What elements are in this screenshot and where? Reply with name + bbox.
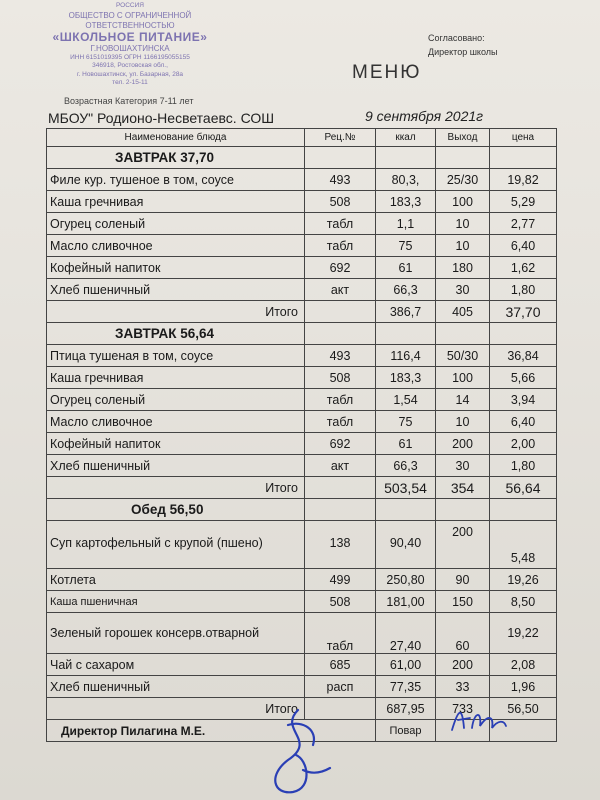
dish-name: Масло сливочное xyxy=(47,235,305,257)
table-row xyxy=(47,213,557,235)
header-price: цена xyxy=(490,129,557,147)
menu-date: 9 сентября 2021г xyxy=(365,108,484,124)
table-row xyxy=(47,367,557,389)
dish-kcal: 61 xyxy=(376,433,436,455)
dish-kcal: 77,35 xyxy=(376,676,436,698)
dish-output: 60 xyxy=(436,613,490,654)
stamp-line: Г.НОВОШАХТИНСКА xyxy=(90,43,170,53)
dish-price: 5,48 xyxy=(490,521,557,569)
stamp-line: РОССИЯ xyxy=(115,2,144,9)
cook-label: Повар xyxy=(376,720,436,742)
total-price: 56,50 xyxy=(490,698,557,720)
dish-output: 10 xyxy=(436,213,490,235)
total-kcal: 503,54 xyxy=(376,477,436,499)
approval-block xyxy=(428,31,498,59)
stamp-line: тел. 2-15-11 xyxy=(112,79,148,86)
header-name: Наименование блюда xyxy=(47,129,305,147)
dish-output: 100 xyxy=(436,367,490,389)
dish-price: 5,29 xyxy=(490,191,557,213)
dish-output: 10 xyxy=(436,411,490,433)
table-row xyxy=(47,433,557,455)
dish-name: Зеленый горошек консерв.отварной xyxy=(47,613,305,654)
dish-price: 1,80 xyxy=(490,455,557,477)
dish-kcal: 116,4 xyxy=(376,345,436,367)
header-output: Выход xyxy=(436,129,490,147)
dish-recipe: табл xyxy=(305,235,376,257)
dish-price: 6,40 xyxy=(490,235,557,257)
dish-kcal: 61 xyxy=(376,257,436,279)
dish-recipe: 499 xyxy=(305,569,376,591)
total-output: 733 xyxy=(436,698,490,720)
total-kcal: 687,95 xyxy=(376,698,436,720)
menu-table xyxy=(46,128,557,742)
dish-name: Огурец соленый xyxy=(47,213,305,235)
dish-name: Птица тушеная в том, соусе xyxy=(47,345,305,367)
dish-name: Огурец соленый xyxy=(47,389,305,411)
dish-output: 180 xyxy=(436,257,490,279)
dish-name: Кофейный напиток xyxy=(47,433,305,455)
dish-output: 200 xyxy=(436,654,490,676)
dish-recipe: 508 xyxy=(305,191,376,213)
approval-line: Согласовано: xyxy=(428,33,485,43)
dish-name: Хлеб пшеничный xyxy=(47,455,305,477)
dish-name: Масло сливочное xyxy=(47,411,305,433)
total-row xyxy=(47,477,557,499)
table-row xyxy=(47,591,557,613)
dish-recipe: 692 xyxy=(305,257,376,279)
dish-price: 19,22 xyxy=(490,613,557,654)
dish-name: Чай с сахаром xyxy=(47,654,305,676)
dish-recipe: табл xyxy=(305,213,376,235)
dish-recipe: 692 xyxy=(305,433,376,455)
dish-recipe: 138 xyxy=(305,521,376,569)
table-row xyxy=(47,455,557,477)
table-row xyxy=(47,257,557,279)
dish-kcal: 1,1 xyxy=(376,213,436,235)
dish-output: 100 xyxy=(436,191,490,213)
total-label: Итого xyxy=(47,698,305,720)
total-output: 354 xyxy=(436,477,490,499)
total-row xyxy=(47,301,557,323)
dish-kcal: 75 xyxy=(376,411,436,433)
section-row xyxy=(47,323,557,345)
dish-kcal: 183,3 xyxy=(376,367,436,389)
age-category: Возрастная Категория 7-11 лет xyxy=(64,96,194,106)
dish-output: 30 xyxy=(436,279,490,301)
dish-price: 5,66 xyxy=(490,367,557,389)
dish-name: Филе кур. тушеное в том, соусе xyxy=(47,169,305,191)
dish-kcal: 66,3 xyxy=(376,279,436,301)
dish-recipe: акт xyxy=(305,455,376,477)
stamp-line: г. Новошахтинск, ул. Базарная, 28а xyxy=(76,70,184,78)
stamp-line: ИНН 6151019395 ОГРН 1166195055155 xyxy=(70,53,190,61)
school-name: МБОУ" Родионо-Несветаевс. СОШ xyxy=(48,110,275,126)
dish-kcal: 75 xyxy=(376,235,436,257)
dish-price: 2,08 xyxy=(490,654,557,676)
dish-kcal: 1,54 xyxy=(376,389,436,411)
dish-name: Кофейный напиток xyxy=(47,257,305,279)
dish-output: 200 xyxy=(436,433,490,455)
dish-kcal: 90,40 xyxy=(376,521,436,569)
dish-recipe: 493 xyxy=(305,345,376,367)
dish-name: Каша гречнивая xyxy=(47,367,305,389)
dish-recipe: 508 xyxy=(305,367,376,389)
dish-name: Суп картофельный с крупой (пшено) xyxy=(47,521,305,569)
table-row xyxy=(47,191,557,213)
dish-price: 6,40 xyxy=(490,411,557,433)
stamp-line: «ШКОЛЬНОЕ ПИТАНИЕ» xyxy=(52,29,208,44)
dish-recipe: акт xyxy=(305,279,376,301)
dish-recipe: 508 xyxy=(305,591,376,613)
dish-recipe: расп xyxy=(305,676,376,698)
dish-name: Каша пшеничная xyxy=(47,591,305,613)
header-kcal: ккал xyxy=(376,129,436,147)
dish-output: 150 xyxy=(436,591,490,613)
director-signature-label: Директор Пилагина М.Е. xyxy=(47,720,376,742)
dish-output: 10 xyxy=(436,235,490,257)
dish-price: 3,94 xyxy=(490,389,557,411)
dish-name: Котлета xyxy=(47,569,305,591)
dish-price: 2,00 xyxy=(490,433,557,455)
cook-signature xyxy=(448,700,508,740)
table-row xyxy=(47,279,557,301)
dish-price: 1,96 xyxy=(490,676,557,698)
dish-output: 50/30 xyxy=(436,345,490,367)
table-row xyxy=(47,654,557,676)
table-row xyxy=(47,676,557,698)
section-row xyxy=(47,147,557,169)
section-title: ЗАВТРАК 56,64 xyxy=(47,323,305,345)
total-label: Итого xyxy=(47,301,305,323)
total-price: 56,64 xyxy=(490,477,557,499)
dish-output: 200 xyxy=(436,521,490,569)
dish-price: 36,84 xyxy=(490,345,557,367)
page-title: МЕНЮ xyxy=(352,62,422,83)
table-header-row xyxy=(47,129,557,147)
dish-kcal: 61,00 xyxy=(376,654,436,676)
total-label: Итого xyxy=(47,477,305,499)
dish-kcal: 80,3, xyxy=(376,169,436,191)
approval-line: Директор школы xyxy=(428,47,498,57)
section-row xyxy=(47,499,557,521)
dish-recipe: табл xyxy=(305,613,376,654)
dish-output: 14 xyxy=(436,389,490,411)
dish-price: 8,50 xyxy=(490,591,557,613)
dish-output: 25/30 xyxy=(436,169,490,191)
header-recipe: Рец.№ xyxy=(305,129,376,147)
dish-name: Хлеб пшеничный xyxy=(47,676,305,698)
table-row xyxy=(47,345,557,367)
dish-recipe: 493 xyxy=(305,169,376,191)
dish-kcal: 66,3 xyxy=(376,455,436,477)
director-signature xyxy=(258,700,338,800)
total-price: 37,70 xyxy=(490,301,557,323)
dish-price: 19,26 xyxy=(490,569,557,591)
dish-output: 30 xyxy=(436,455,490,477)
dish-price: 1,62 xyxy=(490,257,557,279)
total-output: 405 xyxy=(436,301,490,323)
section-title: ЗАВТРАК 37,70 xyxy=(47,147,305,169)
section-title: Обед 56,50 xyxy=(47,499,305,521)
table-row xyxy=(47,569,557,591)
stamp-line: ОБЩЕСТВО С ОГРАНИЧЕННОЙ xyxy=(68,10,192,20)
table-row xyxy=(47,389,557,411)
table-row xyxy=(47,521,557,569)
stamp-line: ОТВЕТСТВЕННОСТЬЮ xyxy=(85,20,175,30)
total-kcal: 386,7 xyxy=(376,301,436,323)
dish-output: 33 xyxy=(436,676,490,698)
table-row xyxy=(47,235,557,257)
dish-name: Хлеб пшеничный xyxy=(47,279,305,301)
dish-price: 1,80 xyxy=(490,279,557,301)
dish-price: 19,82 xyxy=(490,169,557,191)
table-row xyxy=(47,613,557,654)
dish-kcal: 183,3 xyxy=(376,191,436,213)
company-stamp xyxy=(30,2,230,106)
dish-kcal: 27,40 xyxy=(376,613,436,654)
table-row xyxy=(47,411,557,433)
dish-recipe: табл xyxy=(305,411,376,433)
dish-output: 90 xyxy=(436,569,490,591)
dish-kcal: 181,00 xyxy=(376,591,436,613)
stamp-line: 346918, Ростовская обл., xyxy=(92,62,168,69)
dish-kcal: 250,80 xyxy=(376,569,436,591)
dish-price: 2,77 xyxy=(490,213,557,235)
dish-recipe: табл xyxy=(305,389,376,411)
dish-recipe: 685 xyxy=(305,654,376,676)
dish-name: Каша гречнивая xyxy=(47,191,305,213)
table-row xyxy=(47,169,557,191)
